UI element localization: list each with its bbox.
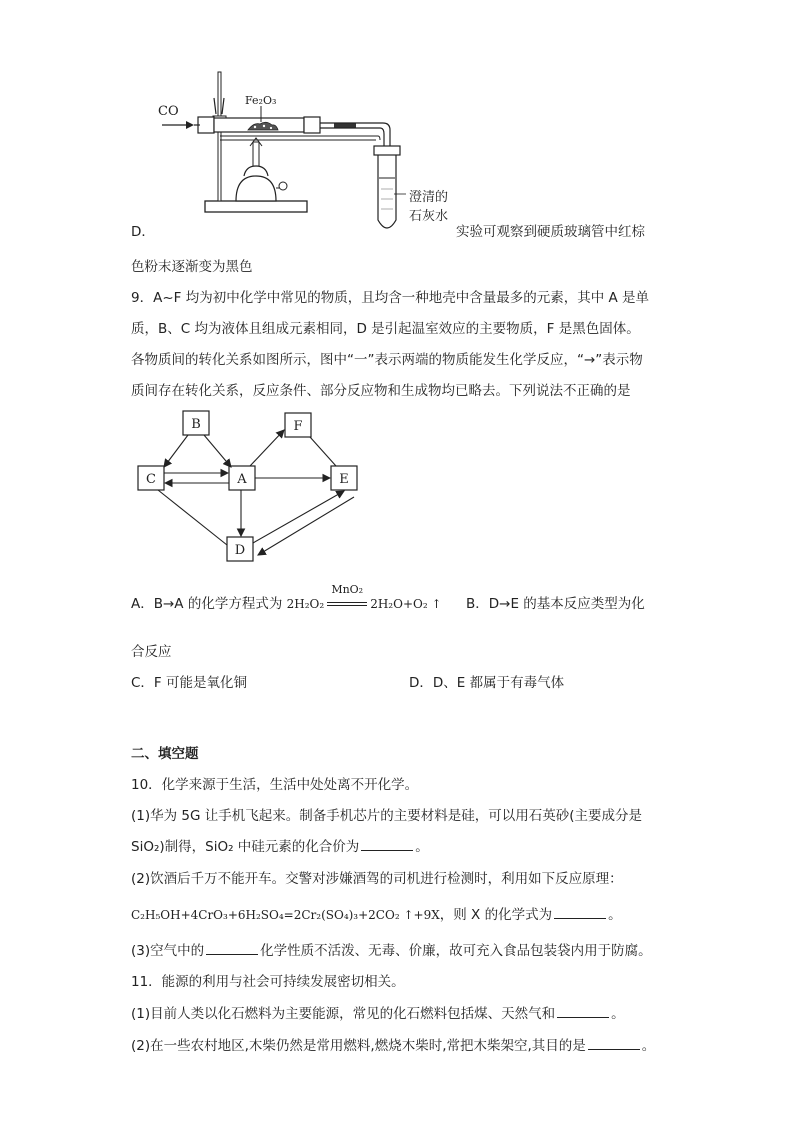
node-d-label: D bbox=[234, 543, 246, 558]
q11-part2 bbox=[131, 1034, 655, 1054]
q9-stem-line-1: 9．A~F 均为初中化学中常见的物质，且均含一种地壳中含量最多的元素，其中 A 是单 bbox=[131, 290, 650, 306]
node-f-label: F bbox=[293, 419, 303, 434]
q10-part2-line1: (2)饮酒后千万不能开车。交警对涉嫌酒驾的司机进行检测时，利用如下反应原理： bbox=[131, 871, 623, 887]
q11-stem: 11．能源的利用与社会可持续发展密切相关。 bbox=[131, 974, 405, 990]
label-co: CO bbox=[158, 104, 179, 119]
q10-part2-end: 。 bbox=[608, 907, 622, 923]
q10-part2-line2 bbox=[131, 903, 622, 923]
q9-option-b: B．D→E 的基本反应类型为化 bbox=[466, 596, 645, 612]
q9-option-d: D．D、E 都属于有毒气体 bbox=[409, 675, 565, 691]
option-a-arrow bbox=[327, 583, 367, 612]
node-e-label: E bbox=[339, 472, 349, 487]
q10-part1-line1: (1)华为 5G 让手机飞起来。制备手机芯片的主要材料是硅，可以用石英砂(主要成分是 bbox=[131, 808, 643, 824]
label-lime-water-2: 石灰水 bbox=[409, 209, 449, 224]
co-reduction-apparatus-figure bbox=[150, 68, 450, 238]
option-d-letter: D． bbox=[131, 224, 155, 240]
option-a-prefix: A．B→A 的化学方程式为 bbox=[131, 596, 283, 612]
answer-blank-3[interactable] bbox=[206, 942, 258, 955]
q9-option-a bbox=[131, 583, 442, 612]
q10-part2-tail: ，则 X 的化学式为 bbox=[439, 907, 553, 923]
answer-blank-4[interactable] bbox=[557, 1005, 609, 1018]
option-a-catalyst: MnO₂ bbox=[331, 583, 364, 596]
answer-blank-2[interactable] bbox=[554, 906, 606, 919]
q11-part1-text: (1)目前人类以化石燃料为主要能源，常见的化石燃料包括煤、天然气和 bbox=[131, 1006, 556, 1022]
option-a-lhs: 2H₂O₂ bbox=[286, 597, 325, 611]
q10-part3 bbox=[131, 939, 652, 959]
q11-part1 bbox=[131, 1002, 625, 1022]
node-c-label: C bbox=[146, 472, 156, 487]
q9-stem-line-2: 质，B、C 均为液体且组成元素相同，D 是引起温室效应的主要物质，F 是黑色固体。 bbox=[131, 321, 640, 337]
answer-blank-1[interactable] bbox=[361, 838, 413, 851]
q9-option-b-cont: 合反应 bbox=[131, 644, 172, 660]
label-fe2o3: Fe₂O₃ bbox=[245, 94, 277, 107]
section-title: 二、填空题 bbox=[131, 746, 199, 762]
label-lime-water-1: 澄清的 bbox=[409, 190, 449, 205]
answer-blank-5[interactable] bbox=[588, 1037, 640, 1050]
q9-stem-line-3: 各物质间的转化关系如图所示，图中“一”表示两端的物质能发生化学反应，“→”表示物 bbox=[131, 352, 643, 368]
q11-part1-end: 。 bbox=[611, 1006, 625, 1022]
q10-part3-text-b: 化学性质不活泼、无毒、价廉，故可充入食品包装袋内用于防腐。 bbox=[260, 943, 652, 959]
q11-part2-text: (2)在一些农村地区,木柴仍然是常用燃料,燃烧木柴时,常把木柴架空,其目的是 bbox=[131, 1038, 586, 1054]
option-d-text-b: 色粉末逐渐变为黑色 bbox=[131, 259, 253, 275]
q10-part1-end: 。 bbox=[415, 839, 429, 855]
q10-part3-text-a: (3)空气中的 bbox=[131, 943, 205, 959]
q10-part1-line2 bbox=[131, 835, 429, 855]
q9-option-c: C．F 可能是氧化铜 bbox=[131, 675, 247, 691]
node-b-label: B bbox=[191, 417, 201, 432]
q10-stem: 10．化学来源于生活，生活中处处离不开化学。 bbox=[131, 777, 419, 793]
q11-part2-end: 。 bbox=[641, 1038, 656, 1054]
option-a-rhs: 2H₂O+O₂ ↑ bbox=[370, 597, 442, 611]
q10-equation: C₂H₅OH+4CrO₃+6H₂SO₄=2Cr₂(SO₄)₃+2CO₂ ↑+9X bbox=[131, 908, 440, 922]
node-a-label: A bbox=[237, 472, 247, 487]
q10-part1-text: SiO₂)制得，SiO₂ 中硅元素的化合价为 bbox=[131, 839, 360, 855]
q9-relationship-diagram bbox=[130, 405, 370, 567]
option-d-text-a: 实验可观察到硬质玻璃管中红棕 bbox=[456, 224, 645, 240]
q9-stem-line-4: 质间存在转化关系，反应条件、部分反应物和生成物均已略去。下列说法不正确的是 bbox=[131, 383, 631, 399]
